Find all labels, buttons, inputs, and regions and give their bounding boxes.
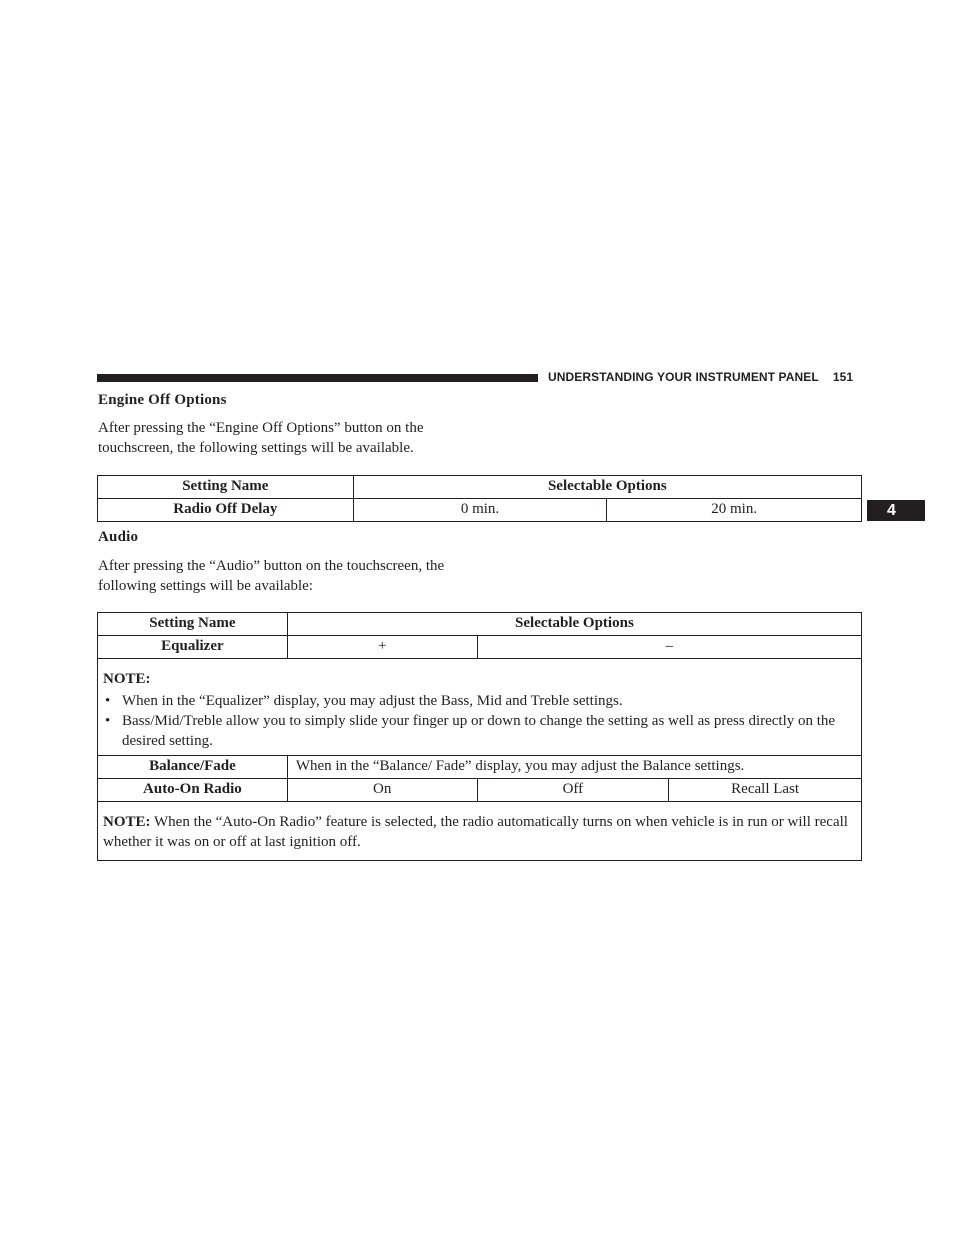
table-row [98, 756, 862, 779]
engine-off-intro: After pressing the “Engine Off Options” button on the touchscreen, the following settings will be available. [98, 420, 424, 456]
option-20-min: 20 min. [607, 499, 862, 522]
note-bullets [103, 691, 856, 751]
header-rule [97, 374, 538, 382]
list-item: • When in the “Equalizer” display, you may adjust the Bass, Mid and Treble settings. [105, 693, 623, 709]
audio-intro: After pressing the “Audio” button on the touchscreen, the following settings will be available: [98, 558, 445, 594]
option-0-min: 0 min. [353, 499, 607, 522]
auto-on-note [98, 802, 862, 861]
table-row [98, 779, 862, 802]
note-label: NOTE: [103, 671, 151, 687]
table-header-row [98, 613, 862, 636]
audio-table [97, 612, 862, 861]
table-row [98, 802, 862, 861]
note-label: NOTE: [103, 814, 151, 830]
list-item: • Bass/Mid/Treble allow you to simply slide your finger up or down to change the setting as well as press directly on the desired setting. [105, 713, 836, 749]
col-setting-name: Setting Name [98, 476, 354, 499]
page-number: 151 [832, 370, 854, 384]
note-text: When the “Auto-On Radio” feature is selected, the radio automatically turns on when vehicle is in run or will recall whether it was on or off at last ignition off. [103, 814, 848, 850]
option-recall-last: Recall Last [669, 779, 862, 802]
table-header-row [98, 476, 862, 499]
setting-balance-fade: Balance/Fade [98, 756, 288, 779]
running-header [548, 370, 853, 384]
engine-off-heading: Engine Off Options [98, 392, 227, 408]
chapter-tab: 4 [867, 500, 925, 521]
col-setting-name: Setting Name [98, 613, 288, 636]
option-plus: + [287, 636, 477, 659]
setting-auto-on-radio: Auto-On Radio [98, 779, 288, 802]
balance-description: When in the “Balance/ Fade” display, you may adjust the Balance settings. [287, 756, 861, 779]
setting-equalizer: Equalizer [98, 636, 288, 659]
table-row [98, 659, 862, 756]
bullet-icon: • [105, 713, 111, 729]
table-row [98, 499, 862, 522]
audio-heading: Audio [98, 529, 139, 545]
option-minus: – [477, 636, 861, 659]
setting-radio-off-delay: Radio Off Delay [98, 499, 354, 522]
col-selectable-options: Selectable Options [353, 476, 861, 499]
section-title: UNDERSTANDING YOUR INSTRUMENT PANEL [548, 370, 819, 384]
engine-off-table [97, 475, 862, 522]
bullet-icon: • [105, 693, 111, 709]
equalizer-note [98, 659, 862, 756]
option-on: On [287, 779, 477, 802]
col-selectable-options: Selectable Options [287, 613, 861, 636]
option-off: Off [477, 779, 669, 802]
table-row [98, 636, 862, 659]
